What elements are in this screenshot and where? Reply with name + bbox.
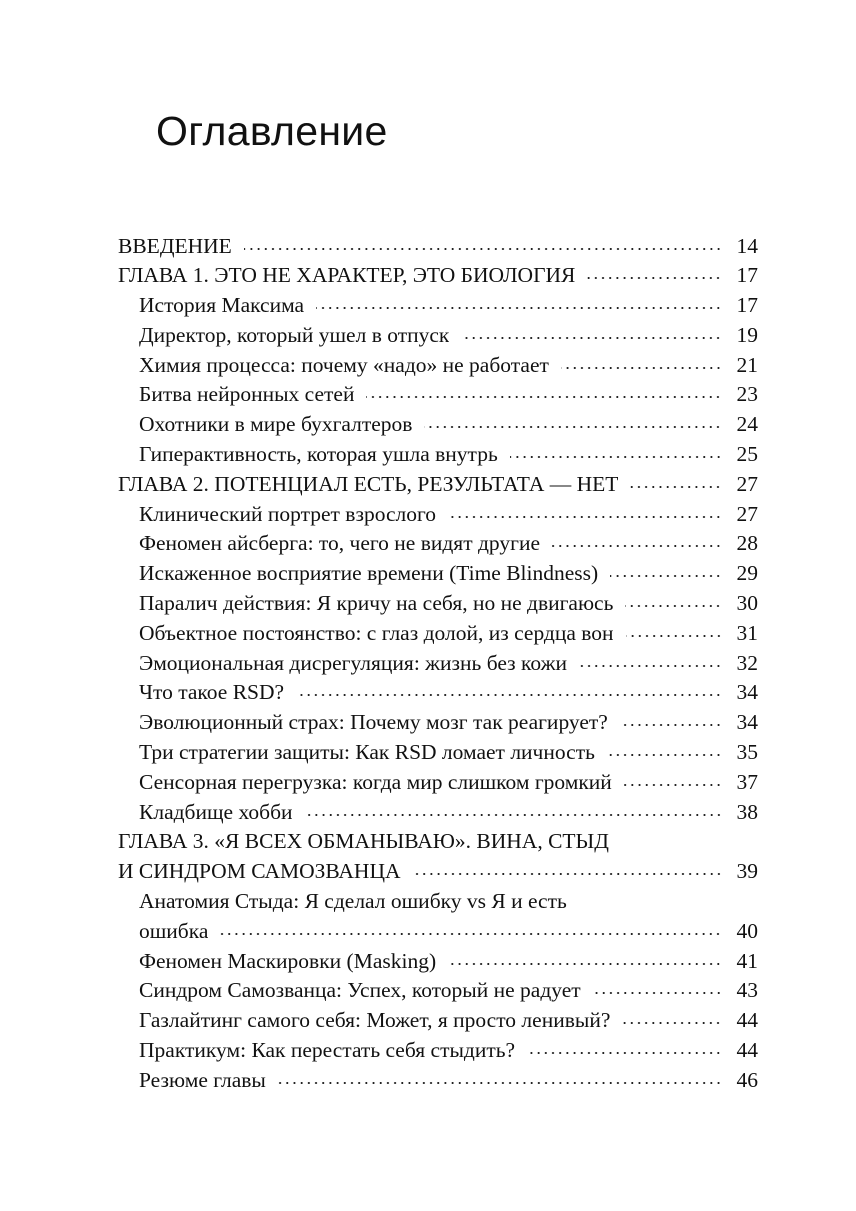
dot-leader (278, 1065, 722, 1087)
toc-page-number: 38 (736, 799, 758, 824)
toc-page-number: 25 (736, 442, 758, 467)
toc-page-number: 34 (736, 710, 758, 735)
toc-entry-title: Битва нейронных сетей (139, 382, 355, 407)
toc-page-number: 17 (736, 263, 758, 288)
toc-subentry[interactable] (118, 708, 758, 738)
dot-leader (620, 708, 722, 730)
toc-entry-title: Резюме главы (139, 1067, 266, 1092)
toc-chapter-entry[interactable] (118, 231, 758, 261)
toc-subentry[interactable] (118, 410, 758, 440)
toc-entry-title: Клинический портрет взрослого (139, 501, 437, 526)
toc-entry-title: Паралич действия: Я кричу на себя, но не двигаюсь (139, 591, 614, 616)
dot-leader (593, 976, 722, 998)
dot-leader (607, 738, 722, 760)
toc-subentry[interactable] (118, 976, 758, 1006)
dot-leader (424, 410, 722, 432)
toc-page-number: 30 (736, 591, 758, 616)
toc-entry-title: Гиперактивность, которая ушла внутрь (139, 442, 498, 467)
toc-subentry[interactable] (118, 559, 758, 589)
dot-leader (527, 1036, 722, 1058)
toc-chapter-entry[interactable] (118, 261, 758, 291)
toc-entry-title: ВВЕДЕНИЕ (118, 233, 232, 258)
toc-page-number: 39 (736, 859, 758, 884)
toc-entry-title: Газлайтинг самого себя: Может, я просто ленивый? (139, 1008, 611, 1033)
toc-page-number: 44 (736, 1008, 758, 1033)
toc-page-number: 29 (736, 561, 758, 586)
toc-subentry[interactable] (118, 320, 758, 350)
toc-entry-title: Феномен Маскировки (Masking) (139, 948, 437, 973)
dot-leader (448, 499, 722, 521)
dot-leader (305, 797, 722, 819)
toc-page-number: 24 (736, 412, 758, 437)
toc-page-number: 40 (736, 918, 758, 943)
toc-chapter-entry[interactable] (118, 857, 758, 887)
toc-subentry[interactable] (118, 529, 758, 559)
toc-page-number: 34 (736, 680, 758, 705)
toc-subentry[interactable] (118, 589, 758, 619)
table-of-contents (118, 231, 758, 1095)
dot-leader (510, 440, 722, 462)
toc-subentry[interactable] (118, 380, 758, 410)
toc-page-number: 35 (736, 740, 758, 765)
toc-chapter-entry[interactable] (118, 827, 758, 857)
toc-page-number: 17 (736, 293, 758, 318)
toc-subentry[interactable] (118, 618, 758, 648)
toc-page-number: 31 (736, 620, 758, 645)
toc-subentry[interactable] (118, 648, 758, 678)
toc-page-number: 44 (736, 1038, 758, 1063)
dot-leader (626, 618, 722, 640)
toc-entry-title: ГЛАВА 2. ПОТЕНЦИАЛ ЕСТЬ, РЕЗУЛЬТАТА — НЕТ (118, 471, 619, 496)
toc-entry-title: И СИНДРОМ САМОЗВАНЦА (118, 859, 401, 884)
toc-subentry[interactable] (118, 350, 758, 380)
dot-leader (296, 678, 722, 700)
dot-leader (448, 946, 722, 968)
toc-entry-title: Три стратегии защиты: Как RSD ломает личность (139, 740, 595, 765)
toc-subentry[interactable] (118, 1065, 758, 1095)
dot-leader (552, 529, 722, 551)
toc-entry-title: Эмоциональная дисрегуляция: жизнь без кожи (139, 650, 567, 675)
toc-entry-title: Что такое RSD? (139, 680, 285, 705)
toc-page-number: 23 (736, 382, 758, 407)
toc-subentry[interactable] (118, 1006, 758, 1036)
toc-page-number: 14 (736, 233, 758, 258)
dot-leader (561, 350, 722, 372)
dot-leader (630, 469, 722, 491)
toc-subentry[interactable] (118, 738, 758, 768)
toc-entry-title: Феномен айсберга: то, чего не видят другие (139, 531, 540, 556)
page-title: Оглавление (156, 108, 388, 154)
toc-subentry[interactable] (118, 1036, 758, 1066)
toc-page-number: 32 (736, 650, 758, 675)
dot-leader (610, 559, 722, 581)
toc-subentry[interactable] (118, 291, 758, 321)
toc-entry-title: Практикум: Как перестать себя стыдить? (139, 1038, 516, 1063)
toc-subentry[interactable] (118, 946, 758, 976)
dot-leader (461, 320, 722, 342)
toc-entry-title: ошибка (139, 918, 209, 943)
toc-page-number: 27 (736, 471, 758, 496)
toc-page-number: 28 (736, 531, 758, 556)
dot-leader (366, 380, 722, 402)
toc-chapter-entry[interactable] (118, 469, 758, 499)
toc-entry-title: Искаженное восприятие времени (Time Blindness) (139, 561, 599, 586)
toc-page-number: 21 (736, 352, 758, 377)
toc-entry-title: Кладбище хобби (139, 799, 293, 824)
toc-entry-title: Анатомия Стыда: Я сделал ошибку vs Я и есть (139, 888, 567, 913)
toc-entry-title: Синдром Самозванца: Успех, который не радует (139, 978, 581, 1003)
toc-subentry[interactable] (118, 678, 758, 708)
toc-entry-title: ГЛАВА 1. ЭТО НЕ ХАРАКТЕР, ЭТО БИОЛОГИЯ (118, 263, 576, 288)
dot-leader (622, 1006, 722, 1028)
toc-entry-title: Эволюционный страх: Почему мозг так реагирует? (139, 710, 608, 735)
toc-page-number: 27 (736, 501, 758, 526)
dot-leader (587, 261, 722, 283)
toc-page-number: 19 (736, 322, 758, 347)
toc-entry-title: Сенсорная перегрузка: когда мир слишком громкий (139, 769, 612, 794)
toc-subentry[interactable] (118, 767, 758, 797)
toc-page-number: 41 (736, 948, 758, 973)
dot-leader (625, 589, 722, 611)
dot-leader (579, 648, 722, 670)
toc-subentry[interactable] (118, 887, 758, 917)
toc-entry-title: Объектное постоянство: с глаз долой, из сердца вон (139, 620, 614, 645)
dot-leader (316, 291, 722, 313)
toc-subentry[interactable] (118, 499, 758, 529)
toc-subentry[interactable] (118, 916, 758, 946)
dot-leader (624, 767, 722, 789)
toc-page-number: 37 (736, 769, 758, 794)
dot-leader (220, 916, 722, 938)
toc-entry-title: ГЛАВА 3. «Я ВСЕХ ОБМАНЫВАЮ». ВИНА, СТЫД (118, 828, 609, 853)
toc-entry-title: История Максима (139, 293, 305, 318)
toc-page-number: 46 (736, 1067, 758, 1092)
toc-entry-title: Химия процесса: почему «надо» не работает (139, 352, 549, 377)
dot-leader (244, 231, 722, 253)
toc-page-number: 43 (736, 978, 758, 1003)
toc-subentry[interactable] (118, 440, 758, 470)
toc-entry-title: Охотники в мире бухгалтеров (139, 412, 413, 437)
dot-leader (413, 857, 722, 879)
toc-entry-title: Директор, который ушел в отпуск (139, 322, 450, 347)
toc-subentry[interactable] (118, 797, 758, 827)
